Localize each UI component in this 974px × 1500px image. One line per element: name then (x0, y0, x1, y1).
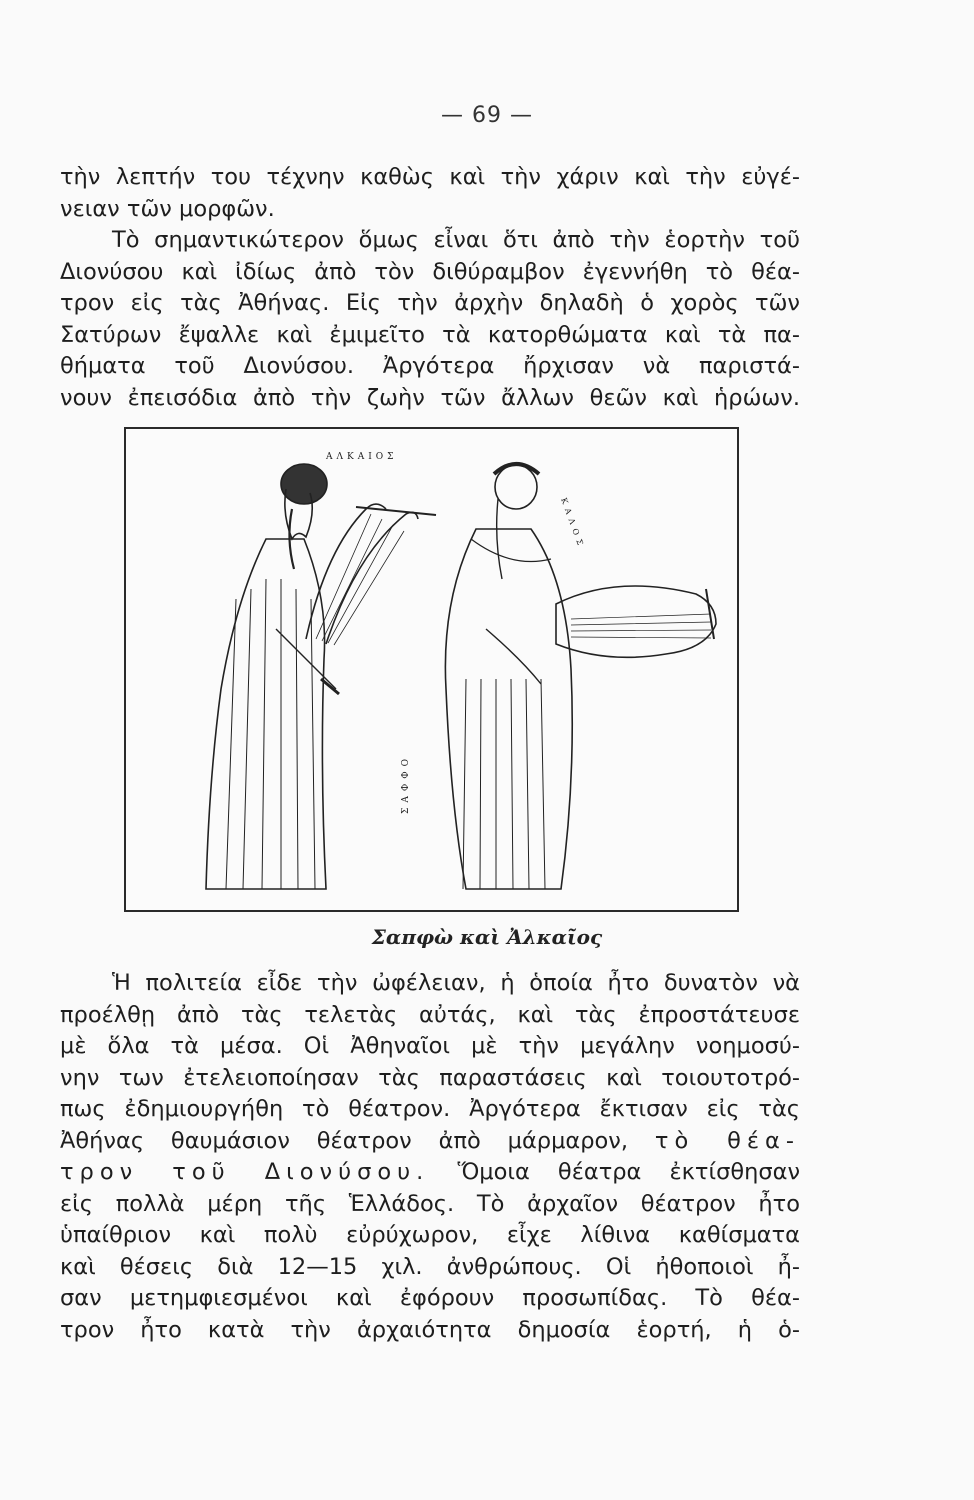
text-line (60, 1157, 800, 1189)
inscription-top: ΑΛΚΑΙΟΣ (326, 452, 398, 462)
text-line: τρον εἰς τὰς Ἀθήνας. Εἰς τὴν ἀρχὴν δηλαδὴ ὁ χορὸς τῶν (60, 290, 800, 316)
emphasis-spaced: τρον τοῦ Διονύσου. (60, 1159, 430, 1185)
text-line: νουν ἐπεισόδια ἀπὸ τὴν ζωὴν τῶν ἄλλων θεῶν καὶ ἡρώων. (60, 384, 800, 411)
sappho-figure (445, 464, 572, 889)
inscription-side: ΣΑΦΦΟ (401, 754, 411, 814)
text-block-top (60, 162, 800, 414)
text-line (60, 1126, 800, 1158)
text-line: τὴν λεπτήν του τέχνην καθὼς καὶ τὴν χάριν καὶ τὴν εὐγέ- (60, 164, 800, 190)
inscription-right: ΚΑΛΟΣ (559, 496, 587, 552)
page-number: — 69 — (441, 103, 533, 128)
sappho-lyre (556, 586, 716, 657)
text-line: εἰς πολλὰ μέρη τῆς Ἑλλάδος. Τὸ ἀρχαῖον θέατρον ἦτο (60, 1190, 800, 1217)
text-line: Τὸ σημαντικώτερον ὅμως εἶναι ὅτι ἀπὸ τὴν ἑορτὴν τοῦ (112, 227, 800, 253)
text-line: πως ἐδημιουργήθη τὸ θέατρον. Ἀργότερα ἔκτισαν εἰς τὰς (60, 1096, 800, 1122)
text-line: μὲ ὅλα τὰ μέσα. Οἱ Ἀθηναῖοι μὲ τὴν μεγάλην νοημοσύ- (60, 1033, 800, 1059)
emphasis-spaced: τὸ θέα- (654, 1127, 801, 1154)
text-line: σαν μετημφιεσμένοι καὶ ἐφόρουν προσωπίδας. Τὸ θέα- (60, 1285, 800, 1311)
text-line: νειαν τῶν μορφῶν. (60, 195, 275, 222)
figure-caption: Σαπφὼ καὶ Ἀλκαῖος (371, 925, 603, 949)
text-line: Ἡ πολιτεία εἶδε τὴν ὠφέλειαν, ἡ ὁποία ἦτο δυνατὸν νὰ (112, 970, 800, 996)
text-line: θήματα τοῦ Διονύσου. Ἀργότερα ἤρχισαν νὰ παριστά- (60, 353, 800, 379)
text-line: Διονύσου καὶ ἰδίως ἀπὸ τὸν διθύραμβον ἐγεννήθη τὸ θέα- (60, 258, 800, 285)
barbitos-lyre (306, 504, 436, 645)
text-block-bottom (60, 968, 800, 1346)
text-line: τρον ἦτο κατὰ τὴν ἀρχαιότητα δημοσία ἑορτή, ἡ ὁ- (60, 1316, 800, 1343)
text-segment: Ὅμοια θέατρα ἐκτίσθησαν (457, 1159, 801, 1185)
text-line: Σατύρων ἔψαλλε καὶ ἐμιμεῖτο τὰ κατορθώματα καὶ τὰ πα- (60, 321, 800, 348)
text-line: καὶ θέσεις διὰ 12—15 χιλ. ἀνθρώπους. Οἱ ἠθοποιοὶ ἦ- (60, 1253, 800, 1280)
illustration-drawing (126, 429, 737, 910)
vase-illustration (124, 427, 739, 912)
text-segment: Ἀθήνας θαυμάσιον θέατρον ἀπὸ μάρμαρον, (60, 1127, 629, 1154)
text-line: νην των ἐτελειοποίησαν τὰς παραστάσεις καὶ τοιουτοτρό- (60, 1064, 800, 1091)
text-line: ὑπαίθριον καὶ πολὺ εὐρύχωρον, εἶχε λίθινα καθίσματα (60, 1222, 800, 1248)
text-line: προέλθῃ ἀπὸ τὰς τελετὰς αὐτάς, καὶ τὰς ἐπροστάτευσε (60, 1001, 800, 1028)
alcaeus-figure (206, 464, 339, 889)
